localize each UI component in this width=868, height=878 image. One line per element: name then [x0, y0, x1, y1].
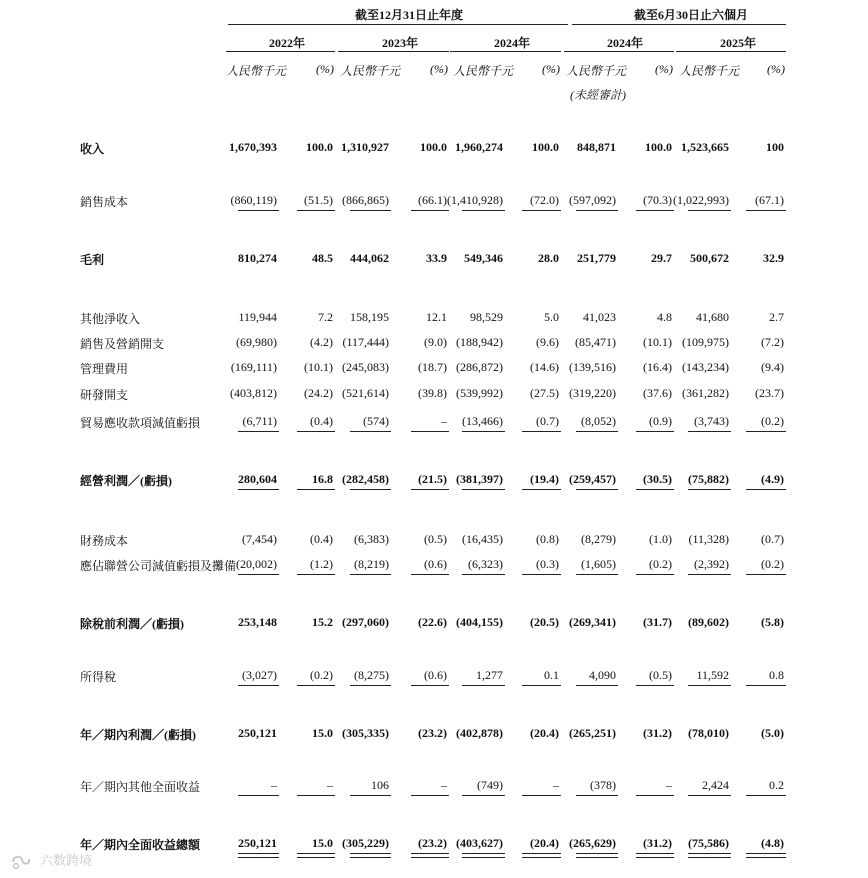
table-cell: (18.7): [418, 360, 447, 374]
underline: [746, 210, 786, 211]
row-label: 年／期內其他全面收益: [80, 780, 201, 794]
table-cell: 848,871: [577, 140, 616, 154]
underline: [411, 431, 449, 432]
table-cell: 2.7: [769, 310, 784, 324]
table-cell: (70.3): [643, 193, 672, 207]
table-cell: (0.8): [536, 532, 559, 546]
table-cell: (169,111): [230, 360, 277, 374]
table-cell: (403,812): [230, 386, 277, 400]
table-cell: (305,335): [342, 726, 389, 740]
table-cell: (85,471): [575, 335, 616, 349]
table-cell: 48.5: [312, 251, 333, 265]
underline: [462, 210, 505, 211]
table-cell: (9.0): [424, 335, 447, 349]
double-underline: [746, 853, 786, 858]
table-cell: 158,195: [350, 310, 389, 324]
table-cell: (89,602): [688, 615, 729, 629]
row-label: 銷售及營銷開支: [80, 337, 165, 351]
underline: [238, 795, 279, 796]
table-cell: (20,002): [236, 557, 277, 571]
underline: [238, 431, 279, 432]
table-cell: (4.9): [761, 472, 784, 486]
table-cell: (282,458): [342, 472, 389, 486]
underline: [522, 574, 561, 575]
row-label: 管理費用: [80, 362, 129, 376]
table-cell: (378): [590, 778, 616, 792]
table-cell: (0.6): [424, 668, 447, 682]
table-cell: (9.6): [536, 335, 559, 349]
table-cell: (574): [363, 414, 389, 428]
table-cell: (259,457): [569, 472, 616, 486]
table-cell: (13,466): [462, 414, 503, 428]
table-cell: (8,279): [581, 532, 616, 546]
header-year-end: 截至12月31日止年度: [355, 8, 464, 22]
table-cell: (1,022,993): [673, 193, 729, 207]
underline: [411, 489, 449, 490]
table-cell: (0.9): [649, 414, 672, 428]
table-cell: 100: [766, 140, 784, 154]
table-cell: (30.5): [643, 472, 672, 486]
table-cell: (1,410,928): [447, 193, 503, 207]
table-cell: –: [553, 778, 559, 792]
table-cell: (286,872): [456, 360, 503, 374]
underline: [297, 489, 335, 490]
table-cell: (117,444): [342, 335, 389, 349]
table-cell: 29.7: [651, 251, 672, 265]
watermark: [10, 850, 92, 871]
table-cell: (0.5): [649, 668, 672, 682]
table-cell: (7.2): [761, 335, 784, 349]
underline: [297, 795, 335, 796]
table-cell: 1,523,665: [681, 140, 729, 154]
underline: [522, 431, 561, 432]
table-cell: 12.1: [426, 310, 447, 324]
currency-header: 人民幣千元: [226, 64, 287, 78]
table-cell: (20.4): [530, 726, 559, 740]
row-label: 研發開支: [80, 388, 129, 402]
underline: [462, 685, 505, 686]
table-cell: (9.4): [761, 360, 784, 374]
table-cell: (3,027): [242, 668, 277, 682]
table-cell: (188,942): [456, 335, 503, 349]
row-label: 年／期內利潤／(虧損): [80, 728, 196, 742]
underline: [636, 685, 674, 686]
underline: [522, 210, 561, 211]
row-label: 年／期內全面收益總額: [80, 838, 201, 852]
table-cell: (860,119): [230, 193, 277, 207]
double-underline: [636, 853, 674, 858]
underline: [462, 795, 505, 796]
year-header: 2025年: [720, 36, 757, 50]
double-underline: [462, 853, 505, 858]
underline: [688, 685, 731, 686]
table-cell: (6,711): [242, 414, 277, 428]
percent-header: (%): [542, 62, 560, 76]
table-cell: (1.0): [649, 532, 672, 546]
underline: [576, 685, 618, 686]
underline: [522, 489, 561, 490]
currency-header: 人民幣千元: [453, 64, 514, 78]
year-header: 2022年: [269, 36, 306, 50]
underline: [238, 210, 279, 211]
table-cell: (1,605): [581, 557, 616, 571]
table-cell: (20.4): [530, 836, 559, 850]
currency-header: 人民幣千元: [340, 64, 401, 78]
table-cell: (31.7): [643, 615, 672, 629]
underline: [636, 431, 674, 432]
watermark-logo-icon: [10, 853, 32, 871]
table-cell: (16.4): [643, 360, 672, 374]
table-cell: (0.4): [310, 414, 333, 428]
table-cell: (31.2): [643, 726, 672, 740]
row-label: 毛利: [80, 253, 105, 267]
underline: [746, 795, 786, 796]
table-cell: (23.7): [755, 386, 784, 400]
table-cell: (78,010): [688, 726, 729, 740]
table-cell: (381,397): [456, 472, 503, 486]
row-label: 經營利潤／(虧損): [80, 474, 172, 488]
table-cell: 444,062: [350, 251, 389, 265]
table-cell: (39.8): [418, 386, 447, 400]
table-cell: 0.1: [544, 668, 559, 682]
currency-header: 人民幣千元: [566, 64, 627, 78]
table-cell: (1.2): [310, 557, 333, 571]
percent-header: (%): [316, 62, 334, 76]
table-cell: (0.5): [424, 532, 447, 546]
table-cell: (72.0): [530, 193, 559, 207]
table-cell: (403,627): [456, 836, 503, 850]
underline: [576, 431, 618, 432]
table-cell: 2,424: [702, 778, 729, 792]
table-cell: 549,346: [464, 251, 503, 265]
underline: [522, 685, 561, 686]
table-cell: 15.0: [312, 836, 333, 850]
underline: [411, 574, 449, 575]
table-cell: (245,083): [342, 360, 389, 374]
table-cell: (265,629): [569, 836, 616, 850]
percent-header: (%): [655, 62, 673, 76]
table-cell: 4,090: [589, 668, 616, 682]
watermark-text: 六数跨境: [40, 854, 93, 869]
table-cell: 5.0: [544, 310, 559, 324]
underline: [576, 574, 618, 575]
table-cell: (5.0): [761, 726, 784, 740]
table-cell: (37.6): [643, 386, 672, 400]
year-header-rule: [338, 51, 449, 52]
row-label: 所得稅: [80, 670, 117, 684]
table-cell: (67.1): [755, 193, 784, 207]
table-cell: (75,586): [688, 836, 729, 850]
table-cell: 106: [371, 778, 389, 792]
underline: [350, 489, 391, 490]
table-cell: 15.2: [312, 615, 333, 629]
header-six-months: 截至6月30日止六個月: [634, 8, 749, 22]
year-header: 2024年: [607, 36, 644, 50]
currency-header: 人民幣千元: [679, 64, 740, 78]
year-header: 2023年: [382, 36, 419, 50]
table-cell: 1,277: [476, 668, 503, 682]
table-cell: (4.2): [310, 335, 333, 349]
table-cell: (22.6): [418, 615, 447, 629]
table-cell: –: [271, 778, 277, 792]
underline: [688, 574, 731, 575]
table-cell: 32.9: [763, 251, 784, 265]
table-cell: (297,060): [342, 615, 389, 629]
table-cell: (0.7): [536, 414, 559, 428]
underline: [350, 685, 391, 686]
table-cell: (31.2): [643, 836, 672, 850]
table-cell: (16,435): [462, 532, 503, 546]
double-underline: [238, 853, 279, 858]
table-cell: (539,992): [456, 386, 503, 400]
underline: [746, 685, 786, 686]
table-cell: 16.8: [312, 472, 333, 486]
table-cell: (21.5): [418, 472, 447, 486]
underline: [350, 210, 391, 211]
underline: [350, 795, 391, 796]
row-label: 收入: [80, 142, 105, 156]
table-cell: 500,672: [690, 251, 729, 265]
underline: [411, 795, 449, 796]
underline: [297, 685, 335, 686]
year-header: 2024年: [494, 36, 531, 50]
row-label: 貿易應收款項減值虧損: [80, 416, 201, 430]
table-cell: (20.5): [530, 615, 559, 629]
double-underline: [350, 853, 391, 858]
table-cell: (10.1): [643, 335, 672, 349]
unaudited-header: (未經審計): [570, 88, 626, 102]
underline: [462, 574, 505, 575]
underline: [576, 489, 618, 490]
table-cell: (749): [477, 778, 503, 792]
table-cell: (69,980): [236, 335, 277, 349]
year-header-rule: [676, 51, 786, 52]
table-cell: 0.8: [769, 668, 784, 682]
table-cell: (7,454): [242, 532, 277, 546]
table-cell: (11,328): [688, 532, 729, 546]
table-cell: (6,323): [468, 557, 503, 571]
year-header-rule: [564, 51, 674, 52]
double-underline: [576, 853, 618, 858]
table-cell: (2,392): [694, 557, 729, 571]
table-cell: 1,960,274: [455, 140, 503, 154]
year-header-rule: [226, 51, 335, 52]
table-cell: 251,779: [577, 251, 616, 265]
double-underline: [297, 853, 335, 858]
underline: [350, 574, 391, 575]
table-cell: 250,121: [238, 726, 277, 740]
table-cell: (66.1): [418, 193, 447, 207]
double-underline: [411, 853, 449, 858]
table-cell: (402,878): [456, 726, 503, 740]
table-cell: (269,341): [569, 615, 616, 629]
table-cell: (0.2): [649, 557, 672, 571]
table-cell: 11,592: [696, 668, 729, 682]
table-cell: (19.4): [530, 472, 559, 486]
double-underline: [688, 853, 731, 858]
table-cell: (265,251): [569, 726, 616, 740]
header-six-months-rule: [572, 24, 786, 25]
table-cell: (4.8): [761, 836, 784, 850]
underline: [297, 574, 335, 575]
table-cell: (0.2): [310, 668, 333, 682]
table-cell: (0.2): [761, 557, 784, 571]
table-cell: (24.2): [304, 386, 333, 400]
underline: [297, 210, 335, 211]
table-cell: (139,516): [569, 360, 616, 374]
table-cell: 15.0: [312, 726, 333, 740]
table-cell: (10.1): [304, 360, 333, 374]
underline: [297, 431, 335, 432]
table-cell: 1,670,393: [229, 140, 277, 154]
table-cell: 41,680: [696, 310, 729, 324]
row-label: 應佔聯營公司減值虧損及攤備: [80, 559, 237, 573]
underline: [636, 210, 674, 211]
underline: [576, 795, 618, 796]
table-cell: (0.6): [424, 557, 447, 571]
row-label: 銷售成本: [80, 195, 129, 209]
table-cell: 41,023: [583, 310, 616, 324]
table-cell: 280,604: [238, 472, 277, 486]
percent-header: (%): [767, 62, 785, 76]
table-cell: (319,220): [569, 386, 616, 400]
table-cell: 33.9: [426, 251, 447, 265]
underline: [238, 489, 279, 490]
underline: [350, 431, 391, 432]
underline: [411, 685, 449, 686]
table-cell: (8,275): [354, 668, 389, 682]
table-cell: 810,274: [238, 251, 277, 265]
table-cell: 250,121: [238, 836, 277, 850]
table-cell: 100.0: [420, 140, 447, 154]
table-cell: 100.0: [306, 140, 333, 154]
table-cell: (0.7): [761, 532, 784, 546]
underline: [462, 431, 505, 432]
table-cell: (0.4): [310, 532, 333, 546]
table-cell: (5.8): [761, 615, 784, 629]
year-header-rule: [450, 51, 561, 52]
table-cell: 100.0: [532, 140, 559, 154]
table-cell: –: [666, 778, 672, 792]
table-cell: 253,148: [238, 615, 277, 629]
underline: [746, 489, 786, 490]
underline: [636, 795, 674, 796]
underline: [522, 795, 561, 796]
underline: [411, 210, 449, 211]
table-cell: (6,383): [354, 532, 389, 546]
table-cell: (521,614): [342, 386, 389, 400]
table-cell: (14.6): [530, 360, 559, 374]
row-label: 其他淨收入: [80, 312, 141, 326]
table-cell: 7.2: [318, 310, 333, 324]
row-label: 除稅前利潤／(虧損): [80, 617, 184, 631]
double-underline: [522, 853, 561, 858]
table-cell: (75,882): [688, 472, 729, 486]
row-label: 財務成本: [80, 534, 129, 548]
table-cell: (3,743): [694, 414, 729, 428]
table-cell: –: [441, 414, 447, 428]
underline: [462, 489, 505, 490]
underline: [576, 210, 618, 211]
table-cell: (597,092): [569, 193, 616, 207]
underline: [688, 795, 731, 796]
table-cell: 119,944: [238, 310, 277, 324]
table-cell: 100.0: [645, 140, 672, 154]
table-cell: (109,975): [682, 335, 729, 349]
table-cell: (8,052): [581, 414, 616, 428]
table-cell: (0.2): [761, 414, 784, 428]
table-cell: 98,529: [470, 310, 503, 324]
underline: [238, 685, 279, 686]
underline: [688, 210, 731, 211]
table-cell: –: [327, 778, 333, 792]
table-cell: (866,865): [342, 193, 389, 207]
underline: [688, 431, 731, 432]
table-cell: (0.3): [536, 557, 559, 571]
table-cell: 1,310,927: [341, 140, 389, 154]
table-cell: (8,219): [354, 557, 389, 571]
table-cell: –: [441, 778, 447, 792]
table-cell: (361,282): [682, 386, 729, 400]
table-cell: (305,229): [342, 836, 389, 850]
underline: [238, 574, 279, 575]
table-cell: (23.2): [418, 726, 447, 740]
table-cell: 4.8: [657, 310, 672, 324]
underline: [636, 489, 674, 490]
table-cell: 28.0: [538, 251, 559, 265]
table-cell: (51.5): [304, 193, 333, 207]
table-cell: (27.5): [530, 386, 559, 400]
percent-header: (%): [430, 62, 448, 76]
table-cell: 0.2: [769, 778, 784, 792]
underline: [688, 489, 731, 490]
header-year-end-rule: [228, 24, 568, 25]
underline: [746, 574, 786, 575]
table-cell: (143,234): [682, 360, 729, 374]
table-cell: (404,155): [456, 615, 503, 629]
underline: [746, 431, 786, 432]
underline: [636, 574, 674, 575]
table-cell: (23.2): [418, 836, 447, 850]
